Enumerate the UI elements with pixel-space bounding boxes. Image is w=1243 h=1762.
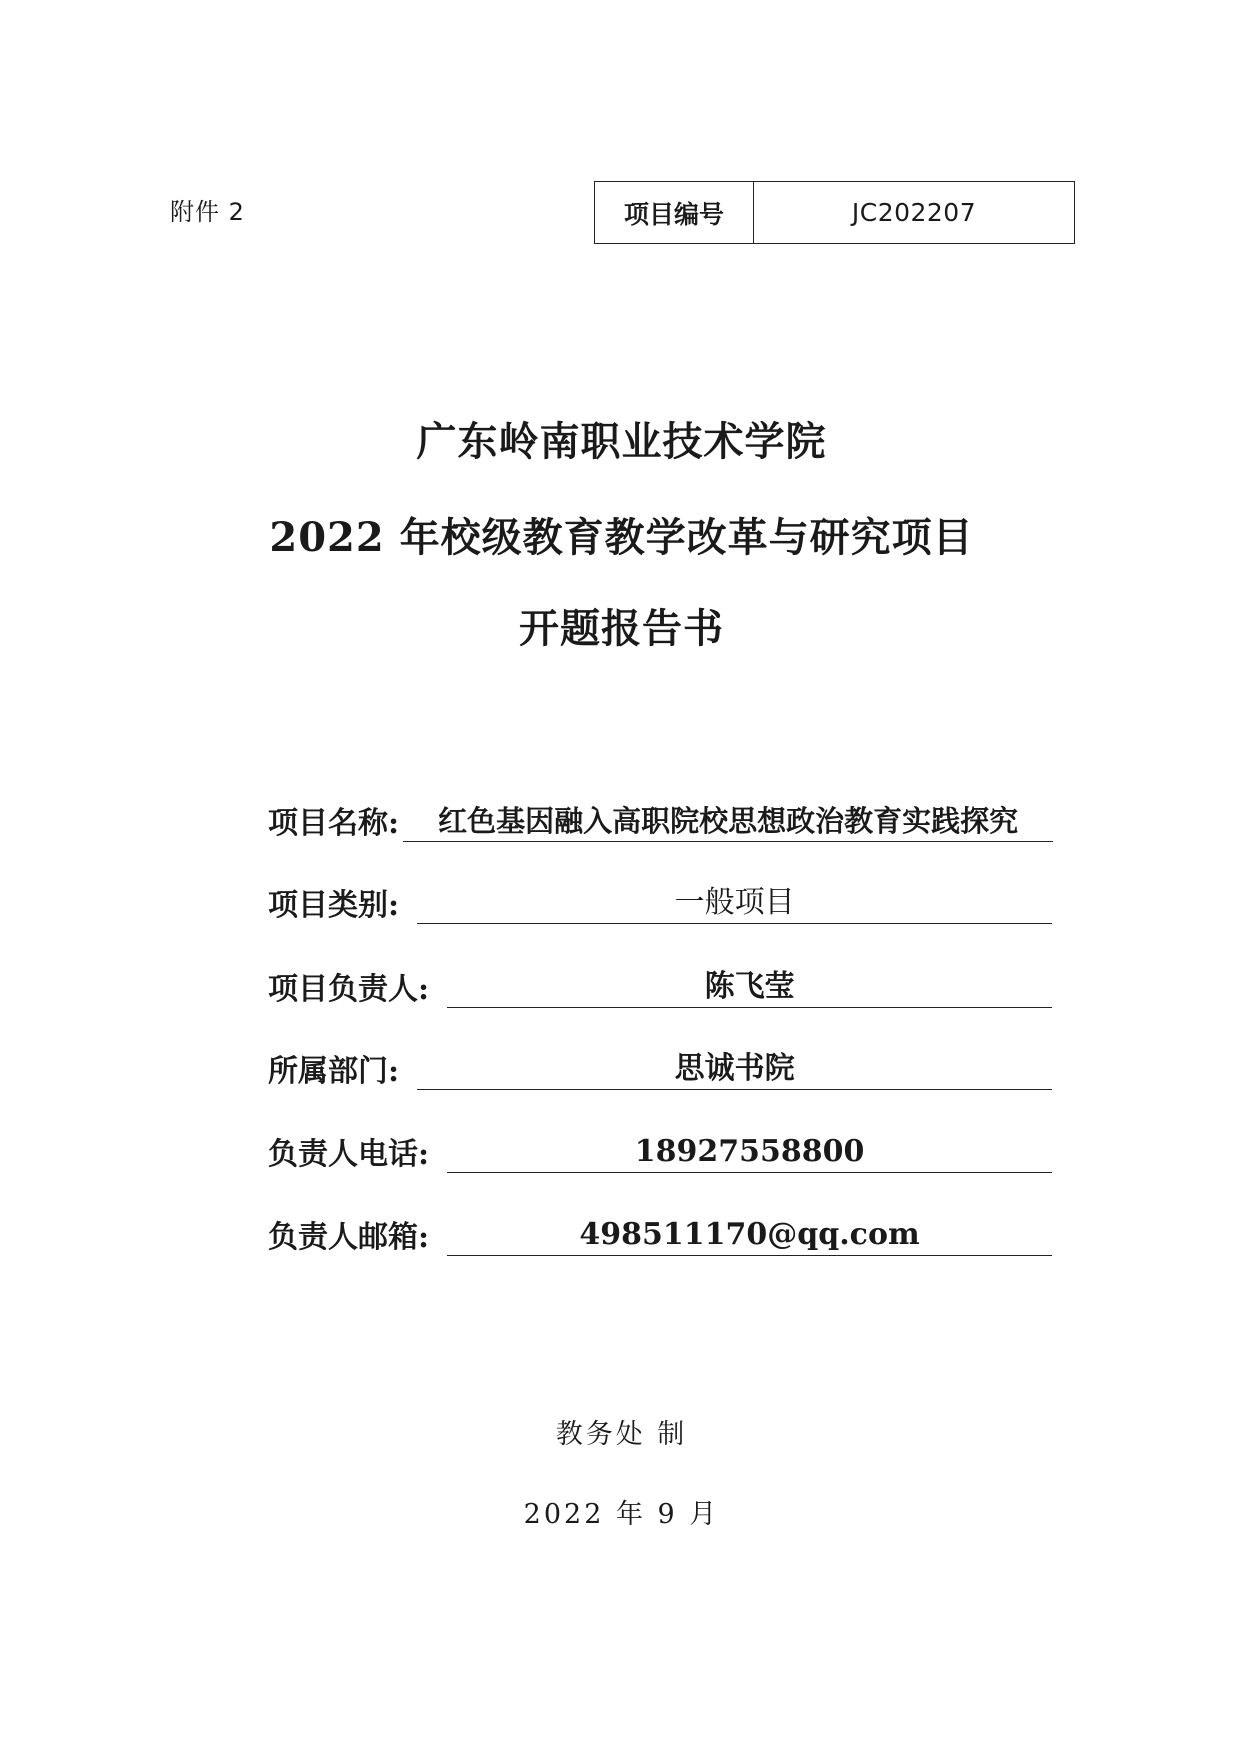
title-report: 开题报告书 [519, 605, 724, 652]
field-leader-phone [268, 1129, 1052, 1173]
field-leader-phone-value: 18927558800 [447, 1132, 1052, 1173]
field-leader-email [268, 1212, 1052, 1256]
field-project-name [268, 798, 1053, 842]
field-project-leader [268, 964, 1052, 1008]
field-leader-phone-label: 负责人电话: [268, 1137, 430, 1172]
field-project-category-label: 项目类别: [268, 888, 400, 923]
attachment-label: 附件 2 [170, 198, 245, 226]
project-code-label: 项目编号 [595, 182, 754, 243]
field-project-category [268, 880, 1052, 924]
field-project-leader-label: 项目负责人: [268, 972, 430, 1007]
project-code-box [594, 181, 1075, 244]
field-department-label: 所属部门: [268, 1054, 400, 1089]
field-leader-email-label: 负责人邮箱: [268, 1220, 430, 1255]
field-department-value: 思诚书院 [417, 1049, 1052, 1090]
title-institution: 广东岭南职业技术学院 [416, 418, 827, 465]
field-department [268, 1046, 1052, 1090]
field-project-category-value: 一般项目 [417, 883, 1052, 924]
field-project-leader-value: 陈飞莹 [447, 967, 1052, 1008]
field-project-name-label: 项目名称: [268, 806, 400, 841]
field-project-name-value: 红色基因融入高职院校思想政治教育实践探究 [403, 801, 1053, 842]
footer-issuer: 教务处 制 [555, 1419, 688, 1450]
title-project-type: 2022 年校级教育教学改革与研究项目 [269, 514, 974, 561]
project-code-value: JC202207 [851, 198, 977, 227]
field-leader-email-value: 498511170@qq.com [447, 1215, 1052, 1256]
footer-date: 2022 年 9 月 [523, 1499, 720, 1530]
